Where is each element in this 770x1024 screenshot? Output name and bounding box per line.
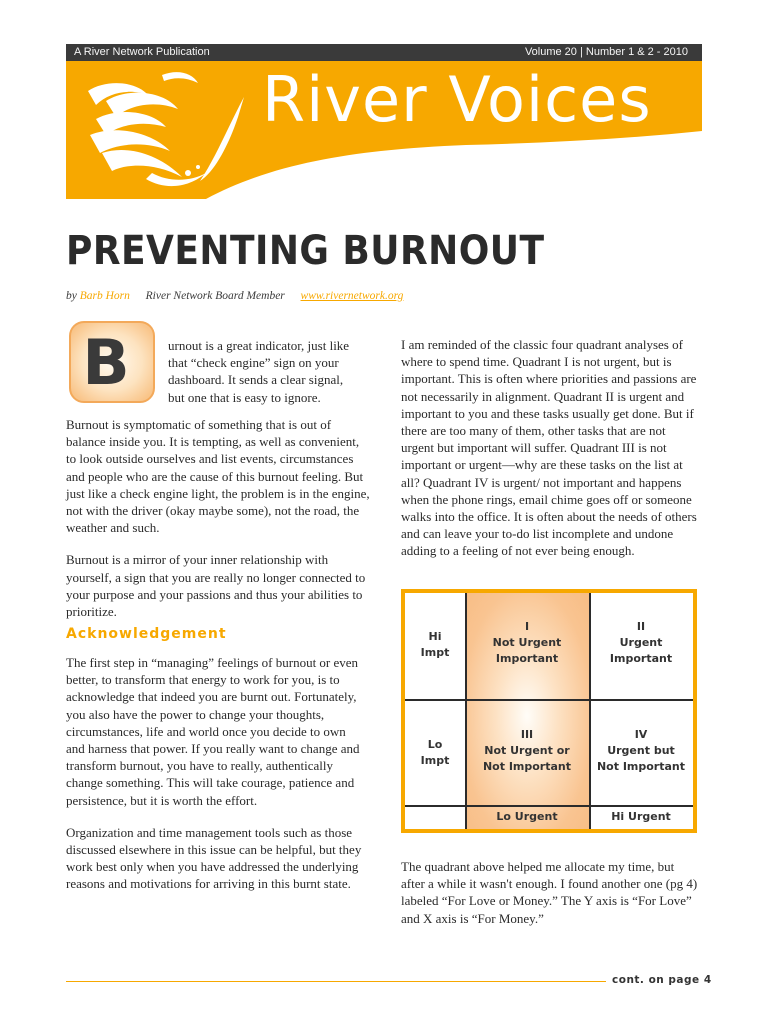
lead-line: urnout is a great indicator, just like bbox=[168, 338, 350, 353]
right-column-part-1 bbox=[401, 336, 701, 560]
byline-by: by bbox=[66, 290, 77, 302]
lead-line: but one that is easy to ignore. bbox=[168, 389, 321, 405]
publication-bar bbox=[66, 44, 702, 61]
lead-line: dashboard. It sends a clear signal, bbox=[168, 372, 344, 388]
volume-label: Volume 20 | Number 1 & 2 - 2010 bbox=[524, 46, 688, 58]
byline-author: Barb Horn bbox=[79, 290, 130, 302]
byline-url-link[interactable]: www.rivernetwork.org bbox=[300, 290, 404, 302]
column-label-hi-urgent: Hi Urgent bbox=[611, 810, 671, 823]
left-column-part-2 bbox=[66, 654, 366, 893]
left-column-part-1 bbox=[66, 416, 370, 620]
right-column-part-2 bbox=[401, 858, 701, 927]
body-paragraph: Burnout is symptomatic of something that is out of balance inside you. It is tempting, as well as convenient, to look outside ourselves and list events, circumstances and people who are the cause of this burnout feeling. But just like a check engine light, the problem is in the engine, not with the driver (okay maybe some), not the road, the weather and such. bbox=[66, 417, 370, 536]
row-label-hi-impt: Hi Impt bbox=[420, 630, 450, 659]
quadrant-diagram bbox=[401, 589, 697, 833]
body-paragraph: Burnout is a mirror of your inner relationship with yourself, a sign that you are really no longer connected to your purpose and your passions and thus your abilities to prioritize. bbox=[66, 552, 366, 620]
section-heading: Acknowledgement bbox=[66, 626, 227, 642]
drop-cap bbox=[66, 318, 158, 406]
row-label-lo-impt: Lo Impt bbox=[420, 738, 450, 767]
quadrant-cell-3: III Not Urgent or Not Important bbox=[482, 728, 572, 773]
article-title: PREVENTING BURNOUT bbox=[66, 228, 545, 274]
drop-cap-letter: B bbox=[82, 326, 130, 399]
body-paragraph: Organization and time management tools such as those discussed elsewhere in this issue can be helpful, but they work best only when you have addressed the underlying reasons and motivations for arriving in this burnt state. bbox=[66, 824, 362, 892]
body-paragraph: The first step in “managing” feelings of burnout or even better, to transform that energy to work for you, is to acknowledge that indeed you are burnt out. Fortunately, you also have the power to change your thoughts, circumstances, life and world once you decide to own and harness that power. If you really want to change and transform burnout, you have to really, authentically change something. This will take courage, patience and persistence, but it is worth the effort. bbox=[66, 655, 360, 808]
masthead-title: River Voices bbox=[262, 63, 652, 136]
byline-role: River Network Board Member bbox=[145, 290, 285, 302]
quadrant-cell-2: II Urgent Important bbox=[609, 620, 673, 665]
body-paragraph: I am reminded of the classic four quadrant analyses of where to spend time. Quadrant I is not urgent, but is important. This is often where priorities and passions are not necessarily in alignment. Quadrant II is urgent and important to you and these tasks usually get done. But if there are too many of them, other tasks that are not urgent but important will suffer. Quadrant III is not important or urgent—why are these tasks on the list at all? Quadrant IV is urgent/ not important and happens when the phone rings, email chime goes off or someone walks into the office. It is often about the needs of others and can leave your to-do list incomplete and undone adding to a feeling of not ever being enough. bbox=[401, 337, 697, 559]
masthead-banner bbox=[66, 61, 702, 199]
column-label-lo-urgent: Lo Urgent bbox=[496, 810, 558, 823]
footer-rule bbox=[66, 981, 606, 982]
quadrant-cell-1: I Not Urgent Important bbox=[492, 620, 562, 665]
publication-label: A River Network Publication bbox=[74, 46, 210, 58]
quadrant-cell-4: IV Urgent but Not Important bbox=[596, 728, 686, 773]
lead-line: that “check engine” sign on your bbox=[168, 355, 339, 371]
body-paragraph: The quadrant above helped me allocate my time, but after a while it wasn't enough. I found another one (pg 4) labeled “For Love or Money.” The Y axis is “For Love” and X axis is “For Money.” bbox=[401, 859, 698, 926]
lead-paragraph bbox=[168, 337, 378, 406]
byline bbox=[66, 290, 403, 302]
continued-link[interactable]: cont. on page 4 bbox=[612, 974, 712, 986]
